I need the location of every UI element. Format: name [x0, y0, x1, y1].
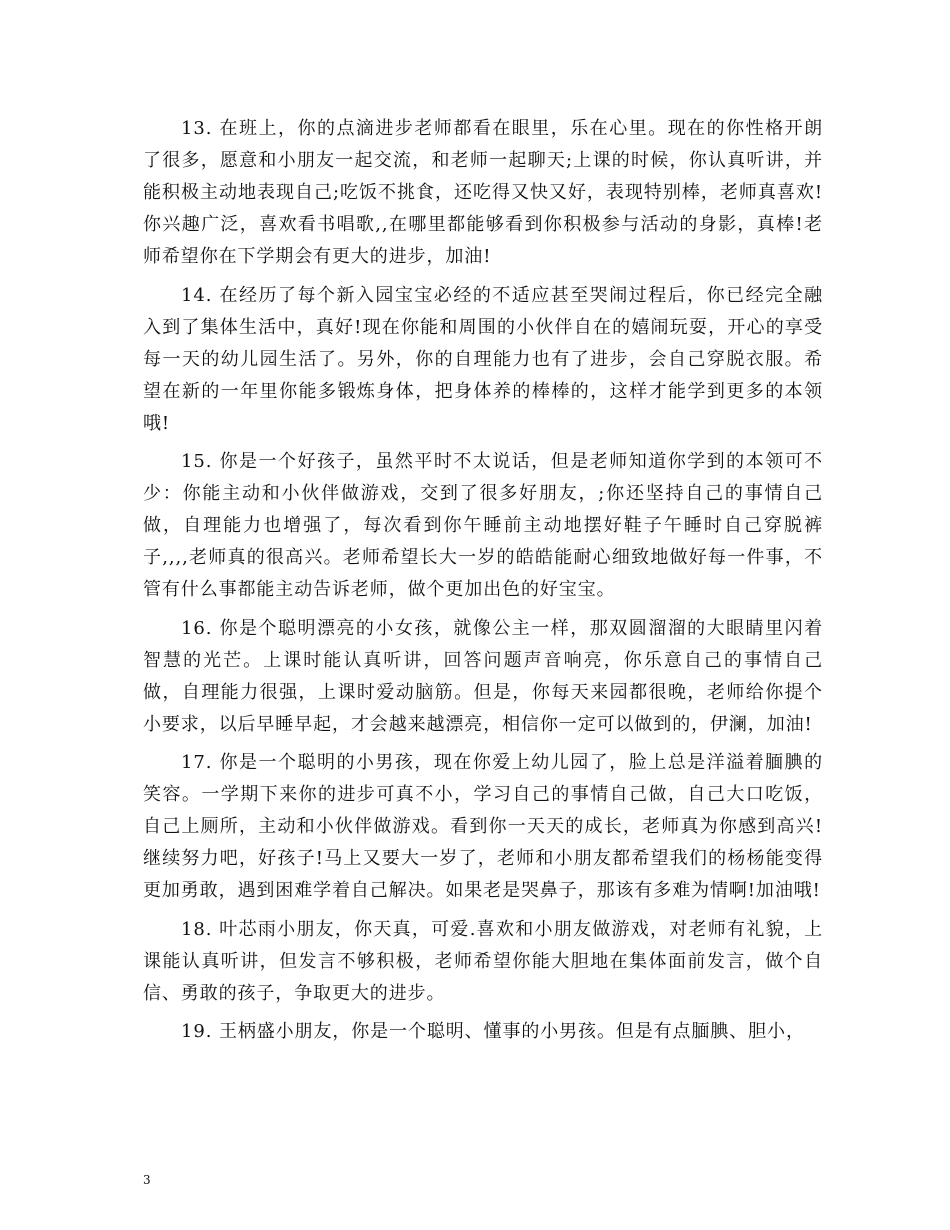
- paragraph-17: 17. 你是一个聪明的小男孩，现在你爱上幼儿园了，脸上总是洋溢着腼腆的笑容。一学期下来你的进步可真不小，学习自己的事情自己做，自己大口吃饭，自己上厕所，主动和小伙伴做游戏。看到你一天天的成长，老师真为你感到高兴!继续努力吧，好孩子!马上又要大一岁了，老师和小朋友都希望我们的杨杨能变得更加勇敢，遇到困难学着自己解决。如果老是哭鼻子，那该有多难为情啊!加油哦!: [143, 752, 823, 901]
- paragraph-16: 16. 你是个聪明漂亮的小女孩，就像公主一样，那双圆溜溜的大眼睛里闪着智慧的光芒。上课时能认真听讲，回答问题声音响亮，你乐意自己的事情自己做，自理能力很强，上课时爱动脑筋。但是，你每天来园都很晚，老师给你提个小要求，以后早睡早起，才会越来越漂亮，相信你一定可以做到的，伊澜，加油!: [143, 617, 823, 735]
- paragraph-18: 18. 叶芯雨小朋友，你天真，可爱.喜欢和小朋友做游戏，对老师有礼貌，上课能认真听讲，但发言不够积极，老师希望你能大胆地在集体面前发言，做个自信、勇敢的孩子，争取更大的进步。: [143, 918, 823, 1004]
- document-body: [143, 113, 823, 1055]
- paragraph-13: 13. 在班上，你的点滴进步老师都看在眼里，乐在心里。现在的你性格开朗了很多，愿意和小朋友一起交流，和老师一起聊天;上课的时候，你认真听讲，并能积极主动地表现自己;吃饭不挑食，还吃得又快又好，表现特别棒，老师真喜欢!你兴趣广泛，喜欢看书唱歌,,在哪里都能够看到你积极参与活动的身影，真棒!老师希望你在下学期会有更大的进步，加油!: [143, 118, 823, 267]
- page-number: 3: [143, 1173, 151, 1187]
- paragraph-19: 19. 王柄盛小朋友，你是一个聪明、懂事的小男孩。但是有点腼腆、胆小，: [181, 1021, 805, 1042]
- paragraph-14: 14. 在经历了每个新入园宝宝必经的不适应甚至哭闹过程后，你已经完全融入到了集体生活中，真好!现在你能和周围的小伙伴自在的嬉闹玩耍，开心的享受每一天的幼儿园生活了。另外，你的自理能力也有了进步，会自己穿脱衣服。希望在新的一年里你能多锻炼身体，把身体养的棒棒的，这样才能学到更多的本领哦!: [143, 284, 823, 434]
- paragraph-15: 15. 你是一个好孩子，虽然平时不太说话，但是老师知道你学到的本领可不少：你能主动和小伙伴做游戏，交到了很多好朋友，;你还坚持自己的事情自己做，自理能力也增强了，每次看到你午睡前主动地摆好鞋子午睡时自己穿脱裤子,,,,老师真的很高兴。老师希望长大一岁的皓皓能耐心细致地做好每一件事，不管有什么事都能主动告诉老师，做个更加出色的好宝宝。: [143, 451, 823, 600]
